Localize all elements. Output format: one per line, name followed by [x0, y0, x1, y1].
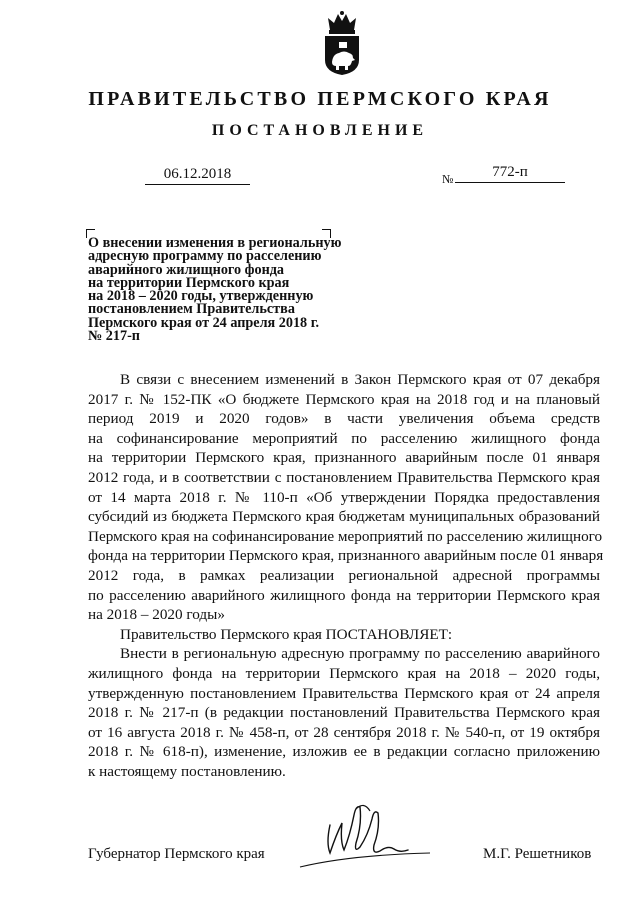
number-sign: № — [442, 172, 454, 186]
subject-line: О внесении изменения в региональную — [88, 235, 342, 251]
body-line: к настоящему постановлению. — [88, 762, 286, 780]
body-line: 2018 г. № 618-п), изменение, изложив ее в редакции согласно приложению — [88, 743, 600, 761]
coat-of-arms-icon — [322, 10, 362, 76]
body-line: на 2018 – 2020 годы» — [88, 606, 225, 624]
document-date: 06.12.2018 — [145, 166, 250, 185]
body-line: 2012 года, и в соответствии с постановлением Правительства Пермского края — [88, 468, 600, 486]
body-line: жилищного фонда на территории Пермского края на 2018 – 2020 годы, — [88, 664, 600, 682]
subject-line: постановлением Правительства — [88, 301, 295, 318]
body-line: на софинансирование мероприятий по расселению жилищного фонда — [88, 429, 600, 447]
body-line: В связи с внесением изменений в Закон Пермского края от 07 декабря — [120, 371, 600, 388]
body-line: утвержденную постановлением Правительства Пермского края от 24 апреля — [88, 684, 600, 702]
document-type: ПОСТАНОВЛЕНИЕ — [211, 122, 429, 139]
subject-line: на территории Пермского края — [88, 274, 290, 291]
body-line: субсидий из бюджета Пермского края бюджетам муниципальных образований — [88, 508, 600, 526]
body-line: период 2019 и 2020 годов» в части увеличения объема средств — [88, 410, 600, 428]
signatory-name: М.Г. Решетников — [483, 846, 592, 862]
subject-line: адресную программу по расселению — [88, 248, 322, 265]
subject-line: на 2018 – 2020 годы, утвержденную — [88, 288, 314, 305]
subject-line: Пермского края от 24 апреля 2018 г. — [88, 314, 320, 331]
signatory-position: Губернатор Пермского края — [88, 846, 265, 862]
body-line: от 14 марта 2018 г. № 110-п «Об утверждении Порядка предоставления — [88, 488, 600, 506]
organization-title: ПРАВИТЕЛЬСТВО ПЕРМСКОГО КРАЯ — [88, 88, 552, 110]
document-body — [88, 370, 604, 781]
document-number: 772-п — [455, 164, 565, 183]
body-line: 2017 г. № 152-ПК «О бюджете Пермского края на 2018 год и на плановый — [88, 390, 600, 408]
decree-statement: Правительство Пермского края ПОСТАНОВЛЯЕТ: — [120, 625, 453, 643]
body-line: 2012 года, в рамках реализации региональной адресной программы — [88, 566, 600, 584]
body-line: 2018 г. № 217-п (в редакции постановлений Правительства Пермского края — [88, 704, 600, 722]
body-line: фонда на территории Пермского края, признанного аварийным после 01 января — [88, 547, 604, 565]
body-line: от 16 августа 2018 г. № 458-п, от 28 сентября 2018 г. № 540-п, от 19 октября — [88, 723, 600, 741]
subject-line: № 217-п — [88, 328, 140, 345]
document-subject — [88, 237, 378, 343]
handwritten-signature — [290, 795, 440, 875]
body-line: Пермского края на софинансирование мероприятий по расселению жилищного — [88, 527, 603, 545]
body-line: на территории Пермского края, признанного аварийным после 01 января — [88, 449, 600, 467]
subject-line: аварийного жилищного фонда — [88, 261, 285, 278]
body-line: по расселению аварийного жилищного фонда на территории Пермского края — [88, 586, 600, 604]
body-line: Внести в региональную адресную программу по расселению аварийного — [120, 645, 600, 663]
